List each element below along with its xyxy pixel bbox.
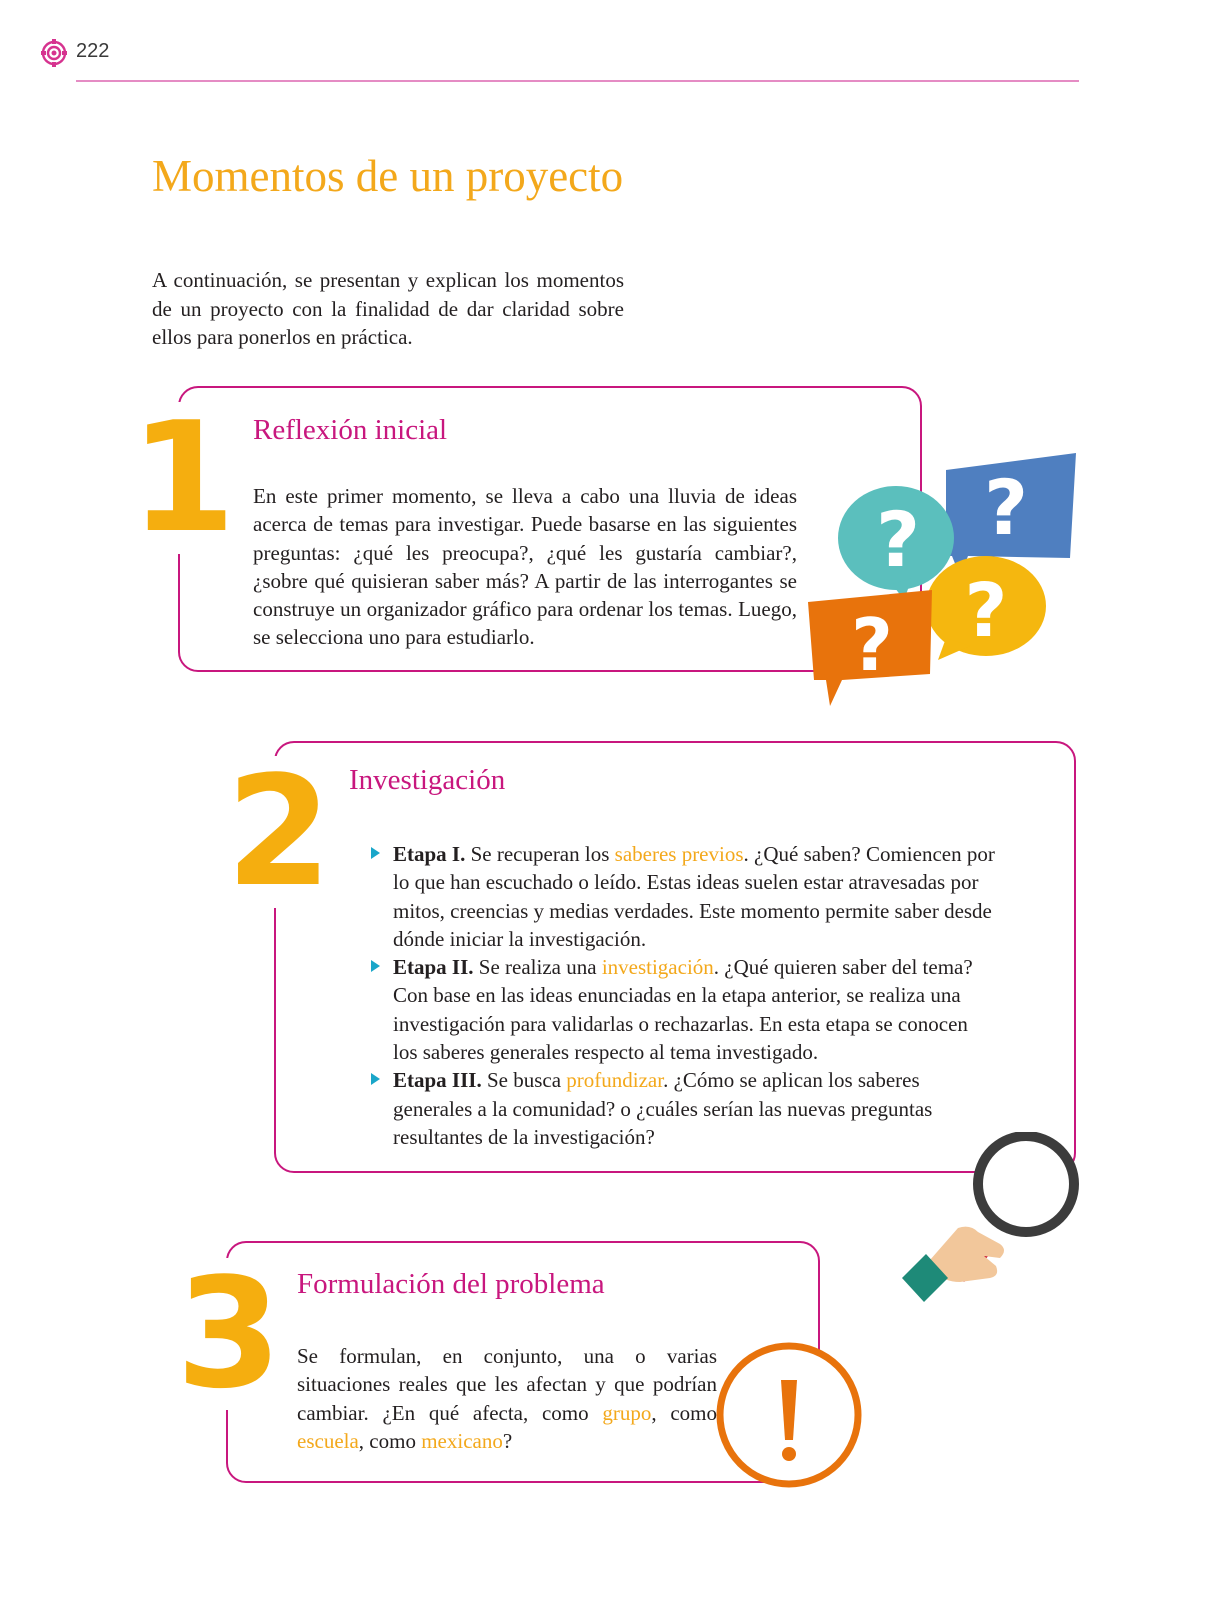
exclamation-icon (714, 1340, 864, 1490)
section-2-title: Investigación (349, 764, 506, 796)
section-3-title: Formulación del problema (297, 1268, 605, 1300)
stage-text: Se realiza una (473, 955, 602, 980)
stage-keyword: investigación (601, 955, 714, 980)
body-text: , como (358, 1428, 422, 1453)
section-1-body: En este primer momento, se lleva a cabo una lluvia de ideas acerca de temas para investigar. Puede basarse en las siguientes preguntas: ¿qué les preocupa?, ¿qué les gustaría cambiar?, ¿sobre qué quisieran saber más? A partir de las interrogantes se construye un organizador gráfico para ordenar los temas. Luego, se selecciona uno para estudiarlo. (253, 484, 797, 650)
stage-text: . ¿Qué quieren saber del tema? Con base en las ideas enunciadas en la etapa anterior, se realiza una investigación para validarlas o rechazarlas. En esta etapa se conocen los saberes generales respecto al tema investigado. (393, 955, 973, 1065)
stage-text: . ¿Cómo se aplican los saberes generales a la comunidad? o ¿cuáles serían las nuevas preguntas resultantes de la investigación? (393, 1068, 933, 1149)
page-title: Momentos de un proyecto (152, 151, 624, 201)
section-3-body (297, 1342, 717, 1455)
keyword-grupo: grupo (602, 1400, 652, 1425)
question-bubbles-icon (800, 448, 1082, 710)
svg-text:?: ? (875, 495, 921, 584)
body-text: , como (651, 1400, 718, 1425)
ornament-icon (40, 38, 68, 68)
stage-keyword: profundizar (566, 1068, 664, 1093)
stage-label: Etapa III. (393, 1068, 482, 1093)
section-2-number: 2 (222, 756, 336, 908)
svg-text:?: ? (983, 463, 1029, 552)
header-rule (76, 80, 1079, 82)
bullet-icon (371, 960, 380, 972)
stage-text: . ¿Qué saben? Comiencen por lo que han escuchado o leído. Estas ideas suelen estar atravesadas por mitos, creencias y medias verdades. Este momento permite saber desde dónde iniciar la investigación. (393, 842, 995, 951)
body-text: Se formulan, en conjunto, una o varias situaciones reales que les afectan y que podrían cambiar. ¿En qué afecta, como (297, 1344, 717, 1425)
stage-text: Se busca (481, 1068, 567, 1093)
section-1-number: 1 (126, 402, 240, 554)
stage-item (371, 953, 995, 1066)
body-text: ? (502, 1428, 513, 1453)
stage-keyword: saberes previos (614, 842, 744, 866)
section-3-number: 3 (172, 1258, 286, 1410)
svg-text:?: ? (851, 603, 893, 687)
stages-list (371, 840, 995, 1151)
stage-label: Etapa II. (393, 955, 474, 980)
stage-item (371, 840, 995, 953)
keyword-mexicano: mexicano (421, 1428, 503, 1453)
page-number: 222 (76, 40, 110, 62)
stage-label: Etapa I. (393, 842, 466, 866)
svg-text:?: ? (964, 568, 1008, 654)
magnifying-glass-icon (900, 1132, 1084, 1318)
intro-paragraph: A continuación, se presentan y explican los momentos de un proyecto con la finalidad de dar claridad sobre ellos para ponerlos en práctica. (152, 268, 624, 350)
bullet-icon (371, 847, 380, 859)
keyword-escuela: escuela (297, 1428, 359, 1453)
section-1-title: Reflexión inicial (253, 414, 448, 446)
bullet-icon (371, 1073, 380, 1085)
stage-text: Se recuperan los (465, 842, 615, 866)
